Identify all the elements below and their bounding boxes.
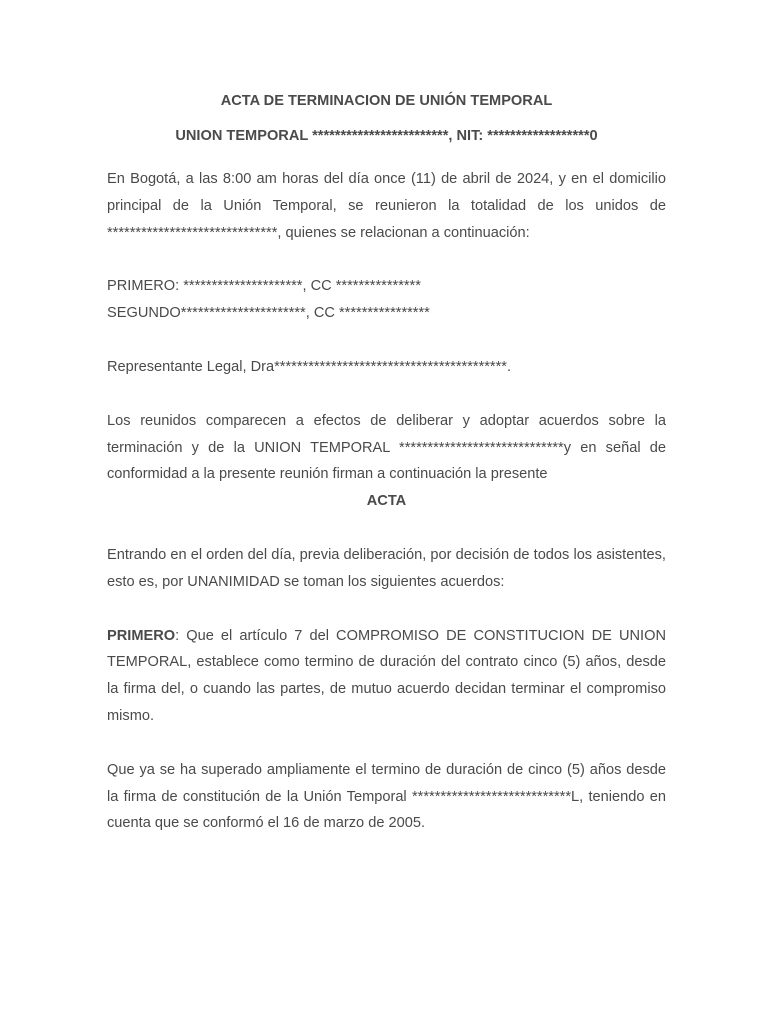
- member-second: SEGUNDO**********************, CC ****************: [107, 305, 430, 322]
- document-title: ACTA DE TERMINACION DE UNIÓN TEMPORAL: [220, 93, 553, 109]
- document-page: [107, 88, 666, 837]
- members-list: [107, 273, 666, 327]
- agenda-paragraph: Entrando en el orden del día, previa deliberación, por decisión de todos los asistentes, esto es, por UNANIMIDAD se toman los siguientes acuerdos:: [107, 546, 666, 590]
- document-subtitle: UNION TEMPORAL ************************, NIT: ******************0: [175, 128, 598, 144]
- first-agreement-label: PRIMERO: [107, 627, 176, 644]
- meeting-paragraph: Los reunidos comparecen a efectos de deliberar y adoptar acuerdos sobre la terminación y de la UNION TEMPORAL *****************************y en señal de conformidad a la presente reunión firman a continuación la presente: [107, 412, 666, 483]
- second-agreement: Que ya se ha superado ampliamente el termino de duración de cinco (5) años desde la firma de constitución de la Unión Temporal ****************************L, teniendo en cuenta que se conformó el 16 de marzo de 2005.: [107, 761, 666, 832]
- legal-representative: Representante Legal, Dra*****************************************.: [107, 358, 512, 375]
- acta-heading: ACTA: [366, 493, 407, 510]
- first-agreement: [107, 623, 666, 730]
- intro-paragraph: En Bogotá, a las 8:00 am horas del día once (11) de abril de 2024, y en el domicilio principal de la Unión Temporal, se reunieron la totalidad de los unidos de ******************************, quienes se relacionan a continuación:: [107, 171, 666, 241]
- first-agreement-text: : Que el artículo 7 del COMPROMISO DE CONSTITUCION DE UNION TEMPORAL, establece como termino de duración del contrato cinco (5) años, desde la firma del, o cuando las partes, de mutuo acuerdo decidan terminar el compromiso mismo.: [107, 627, 666, 724]
- member-first: PRIMERO: *********************, CC ***************: [107, 278, 421, 295]
